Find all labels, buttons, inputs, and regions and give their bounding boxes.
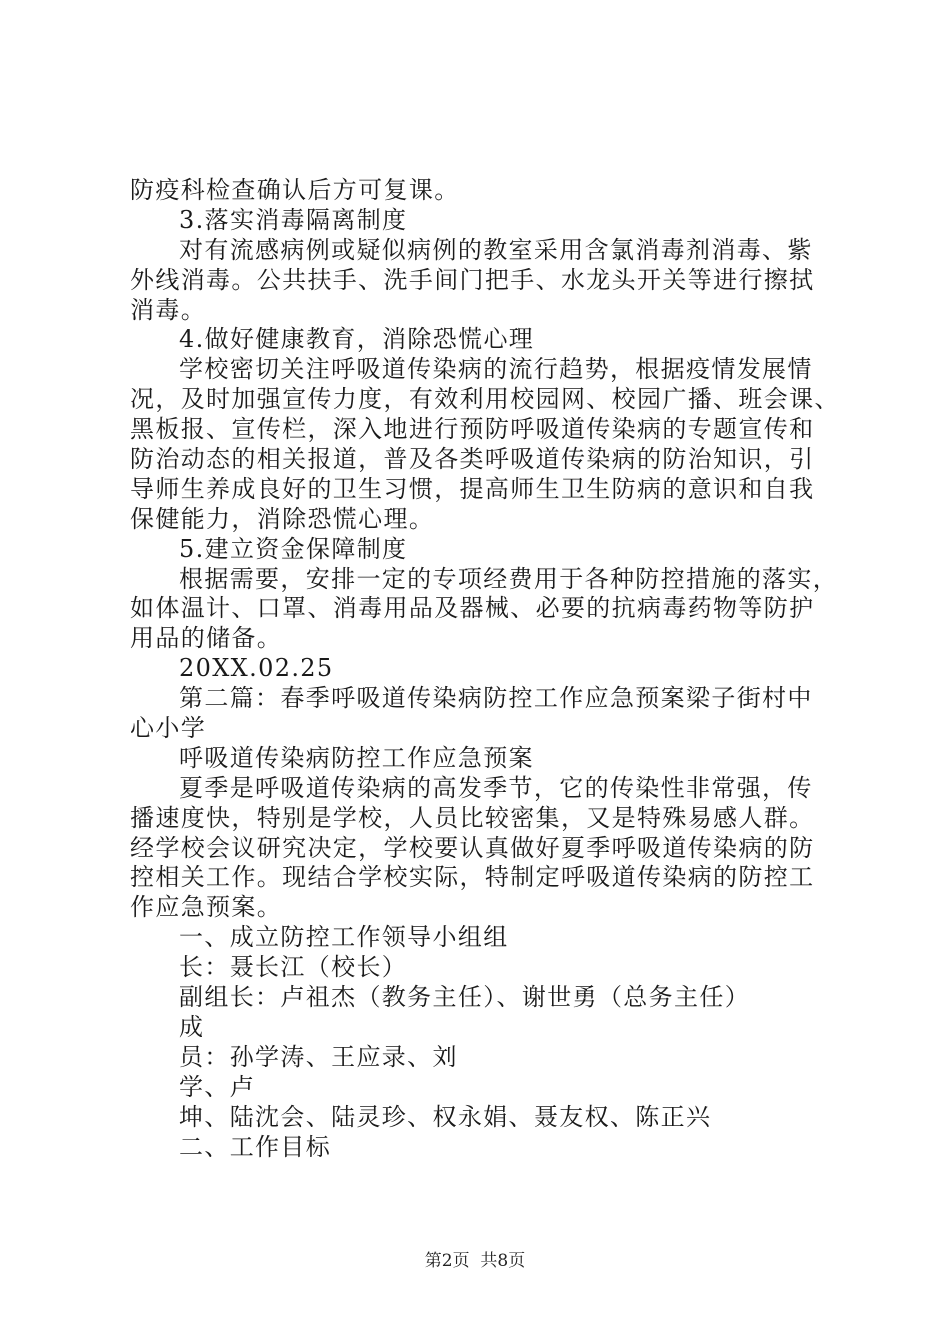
text-line: 作应急预案。 — [130, 893, 283, 922]
text-line: 副组长：卢祖杰（教务主任）、谢世勇（总务主任） — [179, 983, 751, 1012]
text-line: 外线消毒。公共扶手、洗手间门把手、水龙头开关等进行擦拭 — [130, 265, 815, 294]
text-line: 保健能力，消除恐慌心理。 — [130, 504, 435, 533]
text-line: 夏季是呼吸道传染病的高发季节，它的传染性非常强，传 — [179, 773, 813, 802]
text-line: 学、卢 — [179, 1072, 256, 1101]
section-heading: 二、工作目标 — [179, 1132, 332, 1161]
text-line: 况，及时加强宣传力度，有效利用校园网、校园广播、班会课、 — [130, 385, 840, 414]
chapter-title-continued: 心小学 — [130, 714, 207, 743]
plan-title: 呼吸道传染病防控工作应急预案 — [179, 743, 534, 772]
text-line: 坤、陆沈会、陆灵珍、权永娟、聂友权、陈正兴 — [179, 1102, 712, 1131]
text-line: 如体温计、口罩、消毒用品及器械、必要的抗病毒药物等防护 — [130, 594, 815, 623]
chapter-title: 第二篇：春季呼吸道传染病防控工作应急预案梁子街村中 — [179, 684, 813, 713]
text-line: 消毒。 — [130, 295, 207, 324]
section-heading: 5.建立资金保障制度 — [179, 534, 408, 563]
text-line: 导师生养成良好的卫生习惯，提高师生卫生防病的意识和自我 — [130, 474, 815, 503]
text-line: 员：孙学涛、王应录、刘 — [179, 1042, 458, 1071]
text-line: 用品的储备。 — [130, 624, 283, 653]
date-line: 20XX.02.25 — [179, 654, 334, 683]
section-heading: 一、成立防控工作领导小组组 — [179, 923, 509, 952]
document-body — [130, 176, 840, 1162]
text-line: 控相关工作。现结合学校实际，特制定呼吸道传染病的防控工 — [130, 863, 815, 892]
text-line: 对有流感病例或疑似病例的教室采用含氯消毒剂消毒、紫 — [179, 235, 813, 264]
page-footer: 第2页 共8页 — [424, 1251, 526, 1271]
text-line: 根据需要，安排一定的专项经费用于各种防控措施的落实， — [179, 564, 839, 593]
text-line: 经学校会议研究决定，学校要认真做好夏季呼吸道传染病的防 — [130, 833, 815, 862]
text-line: 黑板报、宣传栏，深入地进行预防呼吸道传染病的专题宣传和 — [130, 415, 815, 444]
text-line: 防疫科检查确认后方可复课。 — [130, 176, 460, 204]
text-line: 成 — [179, 1012, 205, 1041]
text-line: 播速度快，特别是学校，人员比较密集，又是特殊易感人群。 — [130, 803, 815, 832]
text-line: 长：聂长江（校长） — [179, 953, 408, 982]
text-line: 学校密切关注呼吸道传染病的流行趋势，根据疫情发展情 — [179, 355, 813, 384]
section-heading: 4.做好健康教育，消除恐慌心理 — [179, 325, 535, 354]
text-line: 防治动态的相关报道，普及各类呼吸道传染病的防治知识，引 — [130, 445, 815, 474]
section-heading: 3.落实消毒隔离制度 — [179, 205, 408, 234]
